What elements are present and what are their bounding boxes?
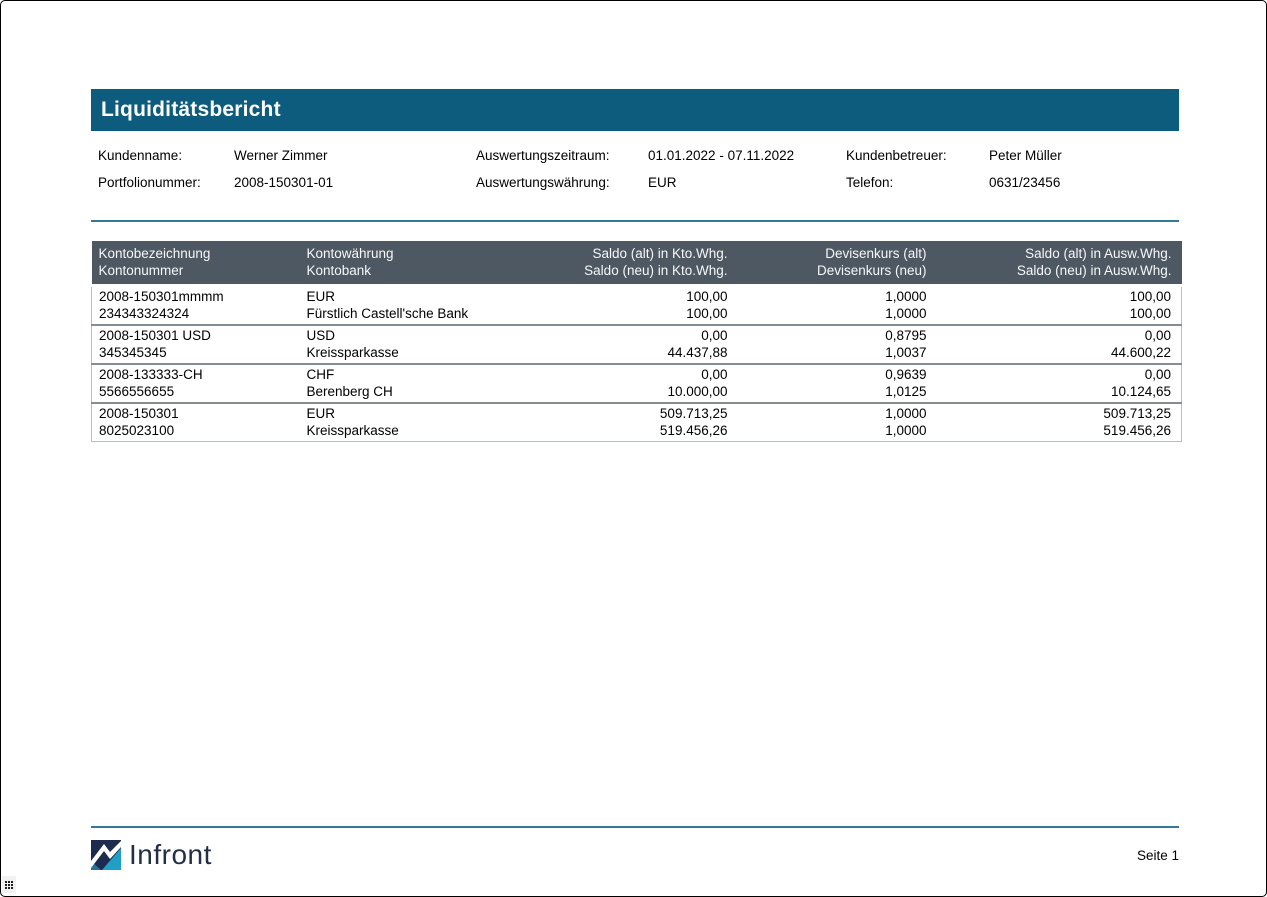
accounts-table-body [92,286,1182,442]
cell-line: 1,0000 [885,305,927,321]
cell-line: 0,00 [701,328,728,343]
info-label-telefon: Telefon: [846,175,894,190]
accounts-table [91,241,1182,442]
cell-devisenkurs [730,403,929,442]
accounts-table-header [92,241,1182,286]
infront-logo-icon [91,840,121,870]
cell-line: 1,0000 [885,406,927,421]
cell-saldo-ktowhg [542,286,730,326]
cell-waehrung-bank [307,325,542,364]
report-title-bar [91,89,1179,131]
cell-devisenkurs [730,325,929,364]
cell-line: USD [306,328,336,343]
grip-dots-icon [5,881,13,889]
cell-line: 0,00 [701,367,728,382]
cell-konto [92,325,307,364]
header-row [92,241,1182,286]
cell-waehrung-bank [307,403,542,442]
header-line: Kontowährung [306,246,394,261]
grip-handle[interactable] [2,876,16,893]
header-line: Kontobezeichnung [98,246,211,261]
cell-waehrung-bank [307,364,542,403]
cell-line: 8025023100 [99,422,175,438]
cell-line: 0,00 [1144,367,1171,382]
table-row [92,286,1182,326]
header-line: Saldo (alt) in Ausw.Whg. [1025,246,1172,261]
cell-line: 100,00 [1129,289,1171,304]
cell-line: 44.600,22 [1110,344,1171,360]
cell-konto [92,286,307,326]
cell-line: 509.713,25 [1103,406,1171,421]
info-value-portfolionummer: 2008-150301-01 [234,175,334,190]
cell-saldo-ktowhg [542,403,730,442]
info-value-auswertungswaehrung: EUR [648,175,677,190]
cell-saldo-auswwhg [929,325,1182,364]
report-info-grid [91,142,1179,196]
cell-line: EUR [306,289,336,304]
header-line: Kontobank [306,263,372,278]
col-kontobezeichnung [92,241,307,286]
header-line: Saldo (alt) in Kto.Whg. [592,246,728,261]
cell-line: 0,9639 [885,367,927,382]
cell-line: 1,0000 [885,422,927,438]
info-value-auswertungszeitraum: 01.01.2022 - 07.11.2022 [648,148,795,163]
cell-line: CHF [306,367,335,382]
cell-saldo-ktowhg [542,364,730,403]
cell-line: 234343324324 [99,305,190,321]
cell-line: Fürstlich Castell'sche Bank [306,305,469,321]
cell-line: 1,0037 [885,344,927,360]
cell-line: 10.124,65 [1110,383,1171,399]
col-devisenkurs [730,241,929,286]
cell-line: 10.000,00 [667,383,728,399]
header-line: Devisenkurs (neu) [816,263,927,278]
cell-saldo-auswwhg [929,364,1182,403]
brand-logo [91,840,212,870]
info-label-auswertungszeitraum: Auswertungszeitraum: [476,148,610,163]
header-line: Saldo (neu) in Ausw.Whg. [1016,263,1172,278]
cell-devisenkurs [730,286,929,326]
cell-line: 1,0000 [885,289,927,304]
cell-line: 44.437,88 [667,344,728,360]
cell-line: EUR [306,406,336,421]
cell-line: 1,0125 [885,383,927,399]
table-row [92,364,1182,403]
cell-line: 509.713,25 [659,406,728,421]
info-label-kundenname: Kundenname: [98,148,183,163]
cell-saldo-auswwhg [929,403,1182,442]
cell-line: 519.456,26 [1103,422,1171,438]
cell-konto [92,403,307,442]
col-saldo-auswwhg [929,241,1182,286]
info-label-portfolionummer: Portfolionummer: [98,175,201,190]
report-footer [91,826,1179,870]
footer-divider [91,826,1179,828]
info-label-auswertungswaehrung: Auswertungswährung: [476,175,610,190]
cell-line: 0,00 [1144,328,1171,343]
table-row [92,325,1182,364]
cell-line: 2008-133333-CH [99,367,203,382]
cell-line: 2008-150301 USD [99,328,211,343]
col-kontowaehrung [307,241,542,286]
cell-line: Kreissparkasse [306,344,399,360]
cell-line: 5566556655 [99,383,175,399]
cell-line: 2008-150301 [99,406,179,421]
cell-saldo-ktowhg [542,325,730,364]
header-line: Kontonummer [98,263,184,278]
cell-saldo-auswwhg [929,286,1182,326]
col-saldo-ktowhg [542,241,730,286]
page-title: Liquiditätsbericht [101,98,281,121]
cell-devisenkurs [730,364,929,403]
info-value-telefon: 0631/23456 [989,175,1061,190]
page-number: Seite 1 [1136,847,1179,863]
cell-line: Berenberg CH [306,383,393,399]
info-label-kundenbetreuer: Kundenbetreuer: [846,148,947,163]
cell-line: 345345345 [99,344,167,360]
cell-line: 100,00 [1129,305,1171,321]
table-row [92,403,1182,442]
header-line: Devisenkurs (alt) [825,246,927,261]
cell-konto [92,364,307,403]
info-value-kundenname: Werner Zimmer [234,148,328,163]
cell-line: 0,8795 [885,328,927,343]
cell-line: 100,00 [686,289,728,304]
cell-waehrung-bank [307,286,542,326]
cell-line: 519.456,26 [659,422,728,438]
header-line: Saldo (neu) in Kto.Whg. [584,263,728,278]
brand-wordmark: Infront [129,839,212,870]
cell-line: 100,00 [686,305,728,321]
report-content [91,1,1179,442]
section-divider [91,220,1179,222]
cell-line: 2008-150301mmmm [99,289,224,304]
cell-line: Kreissparkasse [306,422,399,438]
info-value-kundenbetreuer: Peter Müller [989,148,1062,163]
